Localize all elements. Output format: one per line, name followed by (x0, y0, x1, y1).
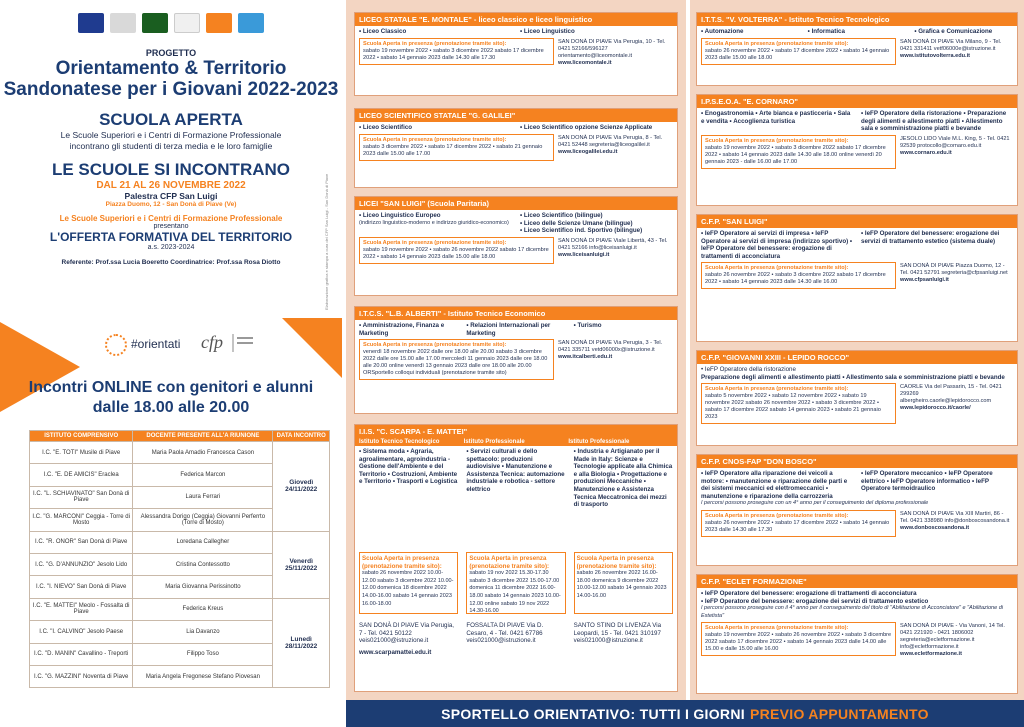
table-row (30, 531, 330, 553)
school-year: a.s. 2023-2024 (147, 244, 195, 251)
school-address: FOSSALTA DI PIAVE Via D. Cesaro, 4 - Tel. 0421 67786 veis021000@istruzione.it (466, 622, 544, 645)
school-cell: I.C. "G. MARCONI" Ceggia - Torre di Mosto (30, 509, 133, 531)
institute-type: Istituto Professionale (463, 439, 525, 445)
meetings-table (29, 430, 330, 688)
school-address: SAN DONÀ DI PIAVE Via Perugia, 10 - Tel. 0421 52166/596127 orientamento@liceomontale.it www.liceomontale.it (558, 38, 666, 66)
open-day-box (701, 383, 896, 424)
open-day-title: Scuola Aperta in presenza (prenotazione tramite sito): (363, 342, 507, 349)
main-title-line2: Sandonatese per i Giovani 2022-2023 (3, 79, 339, 100)
open-day-title: Scuola Aperta in presenza (prenotazione tramite sito): (705, 625, 849, 632)
course-note: (indirizzo linguistico-moderno e indirizzo giuridico-economico) (359, 219, 509, 226)
school-website-link[interactable]: www.itcalberti.edu.it (558, 354, 613, 361)
school-website-link[interactable]: www.cfpsanluigi.it (900, 277, 949, 284)
card-header: I.P.S.E.O.A. "E. CORNARO" (697, 95, 1017, 108)
schools-line: Le Scuole Superiori e i Centri di Formazione Professionale (59, 214, 283, 223)
course-item: • IeFP Operatore della ristorazione (701, 366, 1013, 374)
school-website-link[interactable]: www.ecletformazione.it (900, 651, 962, 658)
school-website-link[interactable]: www.liceogalilei.edu.it (558, 148, 618, 155)
teacher-cell: Federica Kreus (133, 598, 273, 620)
open-day-dates: sabato 26 novembre 2022 10.00-12.00 sabato 3 dicembre 2022 10.00-12.00 domenica 18 dicembre 2022 14.00-16.00 sabato 14 gennaio 2023 16.00-18.00 (362, 570, 454, 607)
intro-line1: Le Scuole Superiori e i Centri di Formazione Professionale (60, 130, 282, 140)
psg-logo-icon (238, 13, 264, 33)
open-day-dates: sabato 26 novembre 2022 • sabato 3 dicembre 2022 sabato 17 dicembre 2022 • sabato 14 gennaio 2023 dalle 14.30 alle 16.00 (705, 272, 886, 286)
course-item: • Liceo delle Scienze Umane (bilingue) (520, 220, 673, 228)
course-item: • Grafica e Comunicazione (914, 28, 1013, 36)
date-cell: Venerdì 25/11/2022 (273, 531, 330, 598)
open-day-box (359, 134, 554, 161)
school-card-montale (354, 12, 678, 96)
open-day-title: Scuola Aperta in presenza (prenotazione tramite sito): (362, 555, 442, 570)
institute-type: Istituto Professionale (568, 439, 630, 445)
school-cell: I.C. "G. D'ANNUNZIO" Jesolo Lido (30, 553, 133, 575)
course-list: • IeFP Operatore ai servizi di impresa • IeFP Operatore ai servizi di impresa (indirizzo sportivo) • IeFP Operatore del benessere: erogazione di trattamenti di acconciatura (701, 230, 853, 260)
open-day-dates: sabato 26 novembre 2022 • sabato 17 dicembre 2022 • sabato 14 gennaio 2023 dalle 15.00 alle 18.00 (705, 47, 890, 61)
open-day-box (574, 552, 673, 614)
footer-banner (346, 700, 1024, 727)
course-item: • IeFP Operatore del benessere: erogazione dei servizi di trattamento estetico (701, 598, 1013, 606)
course-list: • Enogastronomia • Arte bianca e pasticceria • Sala e vendita • Accoglienza turistica (701, 110, 853, 133)
card-header: LICEO STATALE "E. MONTALE" - liceo classico e liceo linguistico (355, 13, 677, 26)
cfp-logo (197, 328, 257, 356)
course-list: • IeFP Operatore meccanico • IeFP Operatore elettrico • IeFP Operatore informatico • IeFP Operatore termoidraulico (861, 470, 1013, 500)
course-note: I percorsi possono proseguire con un 4° anno per il conseguimento del diploma professionale (701, 500, 929, 507)
open-day-dates: sabato 19 novembre 2022 • sabato 26 novembre 2022 • sabato 3 dicembre 2022 sabato 17 dicembre 2022 • sabato 14 gennaio 2023 dalle 14.00 alle 15.00 e dalle 15.00 alle 16.00 (705, 632, 892, 653)
footer-text: SPORTELLO ORIENTATIVO: TUTTI I GIORNI (441, 705, 745, 722)
school-card-cornaro (696, 94, 1018, 206)
teacher-cell: Maria Giovanna Perissinotto (133, 576, 273, 598)
school-address: SAN DONÀ DI PIAVE Via Perugia, 7 - Tel. 0421 50122 veis021000@istruzione.it (359, 622, 455, 645)
open-day-dates: sabato 19 novembre 2022 • sabato 3 dicembre 2022 sabato 17 dicembre 2022 • sabato 14 gennaio 2023 dalle 14.30 alle 18.00 online venerdì 20 gennaio 2023 - dalle 16.00 alle 17.00 (705, 144, 886, 165)
card-header: I.I.S. "C. SCARPA - E. MATTEI" (355, 425, 677, 438)
course-item: • Liceo Scientifico (bilingue) (520, 212, 673, 220)
school-website-link[interactable]: www.liceomontale.it (558, 59, 612, 66)
school-cell: I.C. "G. MAZZINI" Noventa di Piave (30, 665, 133, 687)
open-day-box (701, 510, 896, 537)
offerta-title: L'OFFERTA FORMATIVA DEL TERRITORIO (49, 230, 293, 244)
online-title (0, 378, 342, 418)
card-header: C.F.P. "GIOVANNI XXIII - LEPIDO ROCCO" (697, 351, 1017, 364)
course-list: Preparazione degli alimenti e allestimento piatti • Allestimento sala e somministrazione piatti e bevande (701, 373, 1005, 381)
orientati-circle-icon (105, 334, 127, 356)
school-cell: I.C. "E. MATTEI" Meolo - Fossalta di Piave (30, 598, 133, 620)
open-day-dates: sabato 26 novembre 2022 • sabato 17 dicembre 2022 • sabato 14 gennaio 2023 dalle 14.30 alle 17.30 (705, 519, 890, 533)
open-day-dates: sabato 5 novembre 2022 • sabato 12 novembre 2022 • sabato 19 novembre 2022 sabato 26 novembre 2022 • sabato 3 dicembre 2022 • sabato 17 dicembre 2022 sabato 14 gennaio 2023 • sabato 21 gennaio 2023 (705, 393, 881, 421)
orange-triangle-right (282, 318, 342, 378)
course-item: • Relazioni Internazionali per Marketing (466, 322, 565, 337)
col-header-teacher: DOCENTE PRESENTE ALL'A RIUNIONE (133, 431, 273, 442)
course-list: • Industria e Artigianato per il Made in Italy: Scienze e Tecnologie applicate alla Chimica e alla Biologia • Progettazione e produzioni Meccaniche • Manutenzione e Assistenza Tecnica Meccatronica dei mezzi di trasporto (574, 448, 673, 552)
scuola-aperta-title: SCUOLA APERTA (99, 110, 243, 129)
open-day-box (701, 135, 896, 169)
school-cell: I.C. "E. DE AMICIS" Eraclea (30, 464, 133, 486)
open-day-title: Scuola Aperta in presenza (prenotazione tramite sito): (363, 40, 507, 47)
right-panel (690, 0, 1024, 700)
open-day-title: Scuola Aperta in presenza (prenotazione tramite sito): (705, 137, 849, 144)
date-cell: Lunedì 28/11/2022 (273, 598, 330, 688)
event-dates: DAL 21 AL 26 NOVEMBRE 2022 (96, 180, 246, 191)
presentano-text: presentano (153, 223, 189, 230)
table-header-row (30, 431, 330, 442)
open-day-title: Scuola Aperta in presenza (prenotazione tramite sito): (469, 555, 550, 570)
card-header: C.F.P. "SAN LUIGI" (697, 215, 1017, 228)
course-list: • IeFP Operatore alla riparazione dei veicoli a motore: • manutenzione e riparazione delle parti e dei sistemi meccanici ed elettromeccanici • manutenzione e riparazione della carrozzeria (701, 470, 853, 500)
course-item: • Liceo Classico (359, 28, 512, 36)
open-day-dates: sabato 26 novembre 2022 16.00-18.00 domenica 9 dicembre 2022 10.00-12.00 sabato 14 gennaio 2023 14.00-16.00 (576, 570, 667, 599)
course-list: • IeFP Operatore della ristorazione • Preparazione degli alimenti e allestimento piatti • Allestimento sala e somministrazione piatti e bevande (861, 110, 1013, 133)
footer-highlight: PREVIO APPUNTAMENTO (749, 705, 929, 722)
open-day-box (466, 552, 565, 614)
school-card-licei-san-luigi (354, 196, 678, 296)
teacher-cell: Federica Marcon (133, 464, 273, 486)
course-item: • Liceo Scientifico ind. Sportivo (bilingue) (520, 227, 673, 235)
course-item: • IeFP Operatore del benessere: erogazione di trattamenti di acconciatura (701, 590, 1013, 598)
institute-type: Istituto Tecnico Tecnologico (359, 439, 440, 445)
open-day-title: Scuola Aperta in presenza (prenotazione tramite sito): (705, 265, 849, 272)
school-website-link[interactable]: www.donboscosandona.it (900, 524, 970, 531)
online-title-line2: dalle 18.00 alle 20.00 (92, 399, 250, 416)
course-list: • Sistema moda • Agraria, agroalimentare, agroindustria - Gestione dell'Ambiente e del Territorio • Costruzioni, Ambiente e Territorio • Trasporti e Logistica (359, 448, 458, 552)
open-day-title: Scuola Aperta in presenza (prenotazione tramite sito): (363, 239, 507, 246)
open-day-dates: sabato 19 nov 2022 15.30-17.30 sabato 3 dicembre 2022 15.00-17.00 domenica 11 dicembre 2022 16.00-18.00 sabato 14 gennaio 2023 10.00-12.00 online sabato 19 nov 2022 14.30-16.00 (469, 570, 561, 615)
school-card-rocco (696, 350, 1018, 446)
orientati-logo: #orientati (105, 334, 180, 356)
card-header: C.F.P. "ECLET FORMAZIONE" (697, 575, 1017, 588)
course-item: • Liceo Scientifico (359, 124, 512, 132)
open-day-box (359, 339, 554, 380)
col-header-school: ISTITUTO COMPRENSIVO (30, 431, 133, 442)
school-card-scarpa-mattei (354, 424, 678, 692)
school-address: SAN DONÀ DI PIAVE Piazza Duomo, 12 - Tel. 0421 52791 segreteria@cfpsanluigi.net www.cfpsanluigi.it (900, 263, 1008, 284)
table-row (30, 442, 330, 464)
open-day-title: Scuola Aperta in presenza (prenotazione tramite sito): (705, 40, 849, 47)
open-day-title: Scuola Aperta in presenza (prenotazione tramite sito): (363, 136, 507, 143)
cfp-logo-icon (197, 328, 257, 356)
school-card-cfp-san-luigi (696, 214, 1018, 342)
card-header: LICEI "SAN LUIGI" (Scuola Paritaria) (355, 197, 677, 210)
school-website-link[interactable]: www.istitutovolterra.edu.it (900, 52, 971, 59)
referents: Referente: Prof.ssa Lucia Boeretto Coordinatrice: Prof.ssa Rosa Diotto (61, 259, 281, 266)
logo-strip (0, 0, 342, 40)
school-address: CAORLE Via del Passarin, 15 - Tel. 0421 299269 albergheiro.caorle@lepidorocco.com www.lepidorocco.it/caorle/ (900, 384, 1002, 412)
course-item: • Automazione (701, 28, 800, 36)
open-day-box (359, 237, 554, 264)
school-cell: I.C. "I. CALVINO" Jesolo Paese (30, 621, 133, 643)
middle-panel (346, 0, 686, 700)
open-day-box (701, 38, 896, 65)
course-item: • Informatica (808, 28, 907, 36)
course-item: • Liceo Linguistico (520, 28, 673, 36)
school-card-eclet (696, 574, 1018, 694)
vertical-credit: Elaborazione grafica e stampa a cura del CFP San Luigi - San Donà di Piave (324, 173, 329, 310)
fsc-logo-icon (174, 13, 200, 33)
open-day-title: Scuola Aperta in presenza (prenotazione tramite sito): (705, 386, 849, 393)
institute-type-row (355, 438, 677, 446)
open-day-title: Scuola Aperta in presenza (prenotazione tramite sito): (705, 512, 849, 519)
school-cell: I.C. "E. TOTI" Musile di Piave (30, 442, 133, 464)
main-title-line1: Orientamento & Territorio (55, 58, 287, 79)
school-website-link[interactable]: www.lepidorocco.it/caorle/ (900, 405, 971, 412)
course-item: • Amministrazione, Finanza e Marketing (359, 322, 458, 337)
region-logo-icon (142, 13, 168, 33)
school-address: SAN DONÀ DI PIAVE Via Perugia, 3 - Tel. 0421 335711 vetd06000x@istruzione.it www.itcalberti.edu.it (558, 340, 663, 361)
intro-line2: incontrano gli studenti di terza media e le loro famiglie (69, 141, 273, 151)
teacher-cell: Lia Davanzo (133, 621, 273, 643)
online-title-line1: Incontri ONLINE con genitori e alunni (28, 379, 314, 396)
svg-text:cfp: cfp (201, 332, 223, 352)
school-card-alberti (354, 306, 678, 414)
card-header: LICEO SCIENTIFICO STATALE "G. GALILEI" (355, 109, 677, 122)
school-website-link[interactable]: www.cornaro.edu.it (900, 149, 952, 156)
event-venue: Palestra CFP San Luigi (124, 191, 218, 201)
open-day-dates: sabato 19 novembre 2022 • sabato 3 dicembre 2022 sabato 17 dicembre 2022 • sabato 14 gennaio 2023 dalle 14.30 alle 17.30 (363, 47, 544, 61)
project-label: PROGETTO (145, 48, 197, 58)
open-day-dates: venerdì 18 novembre 2022 dalle ore 18.00 alle 20.00 sabato 3 dicembre 2022 dalle ore 15.00 alle 17.00 mercoledì 11 gennaio 2023 dalle ore 18.00 alle 20.00 online venerdì 13 gennaio 2023 dalle ore 18.00 alle 20.00 ORSportello colloqui individuali (prenotazione tramite sito) (363, 349, 548, 377)
course-list: • Servizi culturali e dello spettacolo: produzioni audiovisive • Manutenzione e Assistenza Tecnica: automazione industriale e robotica - settore elettrico (466, 448, 565, 552)
eu-flag-icon (78, 13, 104, 33)
teacher-cell: Laura Ferrari (133, 486, 273, 508)
col-header-date: DATA INCONTRO (273, 431, 330, 442)
course-list: • IeFP Operatore del benessere: erogazione dei servizi di trattamento estetico (sistema duale) (861, 230, 1013, 260)
school-website-link[interactable]: www.liceisanluigi.it (558, 251, 610, 258)
date-cell: Giovedì 24/11/2022 (273, 442, 330, 532)
teacher-cell: Filippo Toso (133, 643, 273, 665)
school-card-galilei (354, 108, 678, 188)
teacher-cell: Alessandra Dorigo (Ceggia) Giovanni Perferrto (Torre di Mosto) (133, 509, 273, 531)
school-address: JESOLO LIDO Viale M.L. King, 5 - Tel. 0421 92539 protocollo@cornaro.edu.it www.cornaro.edu.it (900, 135, 1010, 156)
school-cell: I.C. "R. ONOR" San Donà di Piave (30, 531, 133, 553)
open-day-box (701, 262, 896, 289)
school-card-volterra (696, 12, 1018, 86)
school-address: SAN DONÀ DI PIAVE Via XIII Martiri, 86 - Tel. 0421 338980 info@donboscosandona.it www.donboscosandona.it (900, 510, 1010, 531)
open-day-dates: sabato 19 novembre 2022 • sabato 26 novembre 2022 sabato 17 dicembre 2022 • sabato 14 gennaio 2023 dalle 15.00 alle 18.00 (363, 246, 549, 260)
teacher-cell: Loredana Callegher (133, 531, 273, 553)
card-header: C.F.P. CNOS-FAP "DON BOSCO" (697, 455, 1017, 468)
course-item: • Turismo (574, 322, 673, 337)
school-address: SAN DONÀ DI PIAVE - Via Vanoni, 14 Tel. 0421 221920 - 0421 1806002 segreteria@ecletformazione.it info@ecletformazione.it www.ecletformazione.it (900, 623, 1005, 658)
card-header: I.T.C.S. "L.B. ALBERTI" - Istituto Tecnico Economico (355, 307, 677, 320)
event-address: Piazza Duomo, 12 - San Donà di Piave (Ve) (105, 201, 237, 208)
open-day-title: Scuola Aperta in presenza (prenotazione tramite sito): (576, 555, 657, 570)
open-day-box (701, 622, 896, 656)
italy-emblem-icon (110, 13, 136, 33)
teacher-cell: Maria Paola Amadio Francesca Cason (133, 442, 273, 464)
school-card-don-bosco (696, 454, 1018, 566)
table-row (30, 598, 330, 620)
course-item: • Liceo Scientifico opzione Scienze Applicate (520, 124, 673, 132)
school-cell: I.C. "D. MANIN" Cavallino - Treporti (30, 643, 133, 665)
municipality-logo-icon (206, 13, 232, 33)
incontrano-title: LE SCUOLE SI INCONTRANO (51, 160, 290, 179)
school-cell: I.C. "I. NIEVO" San Donà di Piave (30, 576, 133, 598)
teacher-cell: Maria Angela Fregonese Stefano Piovesan (133, 665, 273, 687)
course-note: I percorsi possono proseguire con il 4° anno per il conseguimento del titolo di "Abilitazione di Acconciatore" e "Abilitazione di Estetista" (701, 605, 1003, 619)
school-address: SANTO STINO DI LIVENZA Via Leopardi, 15 - Tel. 0421 310197 veis021000@istruzione.it (573, 622, 662, 645)
school-website-link[interactable]: www.scarpamattei.edu.it (359, 648, 432, 656)
school-address: SAN DONÀ DI PIAVE Via Perugia, 8 - Tel. 0421 52448 segreteria@liceogalilei.it www.liceogalilei.edu.it (558, 134, 663, 155)
open-day-box (359, 552, 458, 614)
left-panel (0, 0, 342, 727)
card-header: I.T.T.S. "V. VOLTERRA" - Istituto Tecnico Tecnologico (697, 13, 1017, 26)
open-day-box (359, 38, 554, 65)
school-cell: I.C. "L. SCHIAVINATO" San Donà di Piave (30, 486, 133, 508)
open-day-dates: sabato 3 dicembre 2022 • sabato 17 dicembre 2022 • sabato 21 gennaio 2023 dalle 15.00 alle 17.00 (363, 143, 543, 157)
school-address: SAN DONÀ DI PIAVE Via Milano, 9 - Tel. 0421 331411 vetf06000e@istruzione.it www.istitutovolterra.edu.it (900, 38, 1002, 59)
school-address: SAN DONÀ DI PIAVE Viale Libertà, 43 - Tel. 0421 52166 info@liceisanluigi.it www.liceisanluigi.it (558, 237, 668, 258)
course-item: • Liceo Linguistico Europeo (359, 212, 512, 220)
teacher-cell: Cristina Contessotto (133, 553, 273, 575)
